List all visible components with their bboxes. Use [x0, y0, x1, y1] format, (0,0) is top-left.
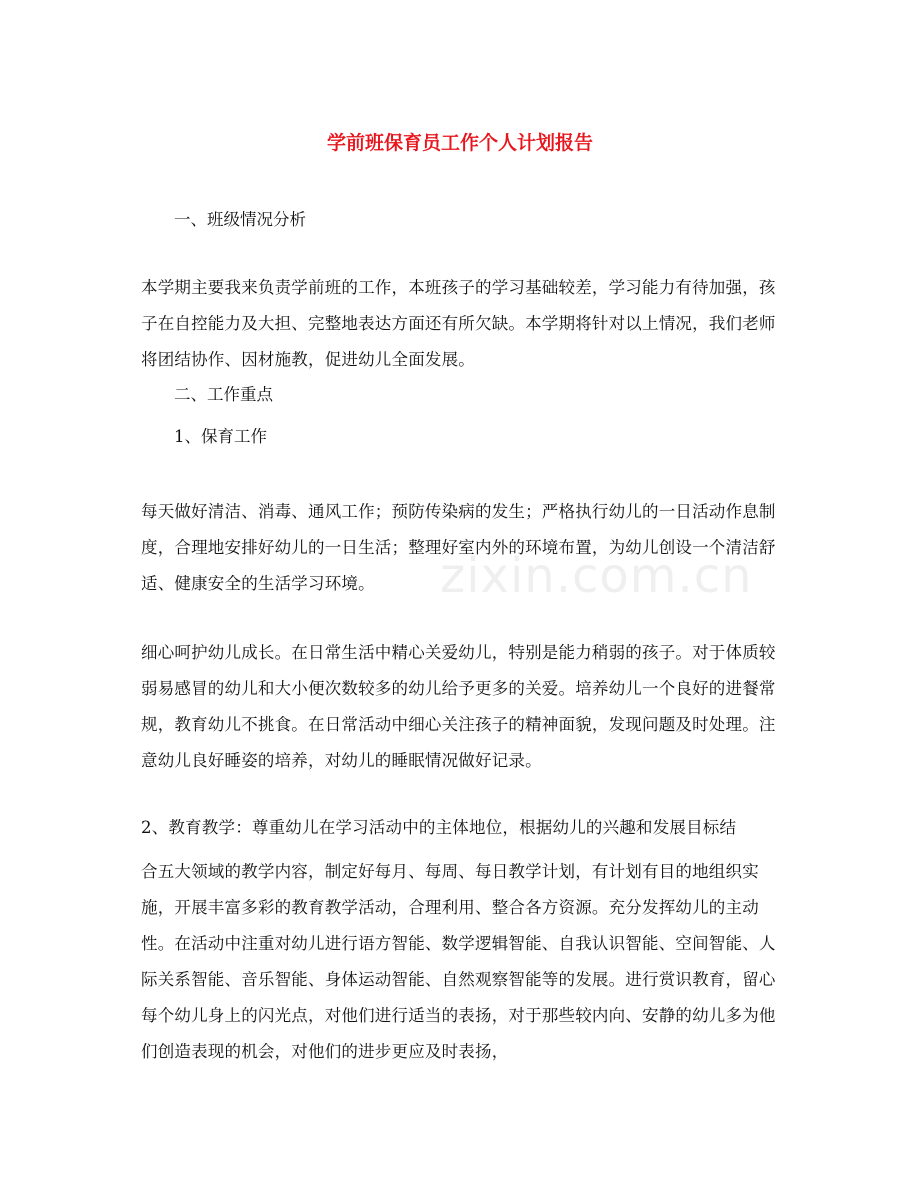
paragraph-teaching-first-line: 2、教育教学：尊重幼儿在学习活动中的主体地位，根据幼儿的兴趣和发展目标结: [141, 818, 737, 837]
paragraph-child-care: 细心呵护幼儿成长。在日常生活中精心关爱幼儿，特别是能力稍弱的孩子。对于体质较弱易感冒的幼儿和大小便次数较多的幼儿给予更多的关爱。培养幼儿一个良好的进餐常规，教育幼儿不挑食。在日常活动中细心关注孩子的精神面貌，发现问题及时处理。注意幼儿良好睡姿的培养，对幼儿的睡眠情况做好记录。: [141, 643, 776, 770]
document-title: 学前班保育员工作个人计划报告: [326, 132, 593, 154]
paragraph-teaching: 合五大领域的教学内容，制定好每月、每周、每日教学计划，有计划有目的地组织实施，开展丰富多彩的教育教学活动，合理利用、整合各方资源。充分发挥幼儿的主动性。在活动中注重对幼儿进行语方智能、数学逻辑智能、自我认识智能、空间智能、人际关系智能、音乐智能、身体运动智能、自然观察智能等的发展。进行赏识教育，留心每个幼儿身上的闪光点，对他们进行适当的表扬，对于那些较内向、安静的幼儿多为他们创造表现的机会，对他们的进步更应及时表扬，: [141, 862, 776, 1061]
section-heading-work-focus: 二、工作重点: [174, 385, 273, 404]
watermark: zixin.com.cn: [440, 548, 753, 604]
subsection-heading-care-work: 1、保育工作: [174, 427, 267, 446]
section-heading-class-analysis: 一、班级情况分析: [174, 210, 306, 229]
paragraph-class-analysis: 本学期主要我来负责学前班的工作，本班孩子的学习基础较差，学习能力有待加强，孩子在自控能力及大担、完整地表达方面还有所欠缺。本学期将针对以上情况，我们老师将团结协作、因材施教，促进幼儿全面发展。: [141, 278, 776, 369]
paragraph-hygiene: 每天做好清洁、消毒、通风工作；预防传染病的发生；严格执行幼儿的一日活动作息制度，合理地安排好幼儿的一日生活；整理好室内外的环境布置，为幼儿创设一个清洁舒适、健康安全的生活学习环境。: [141, 502, 776, 593]
